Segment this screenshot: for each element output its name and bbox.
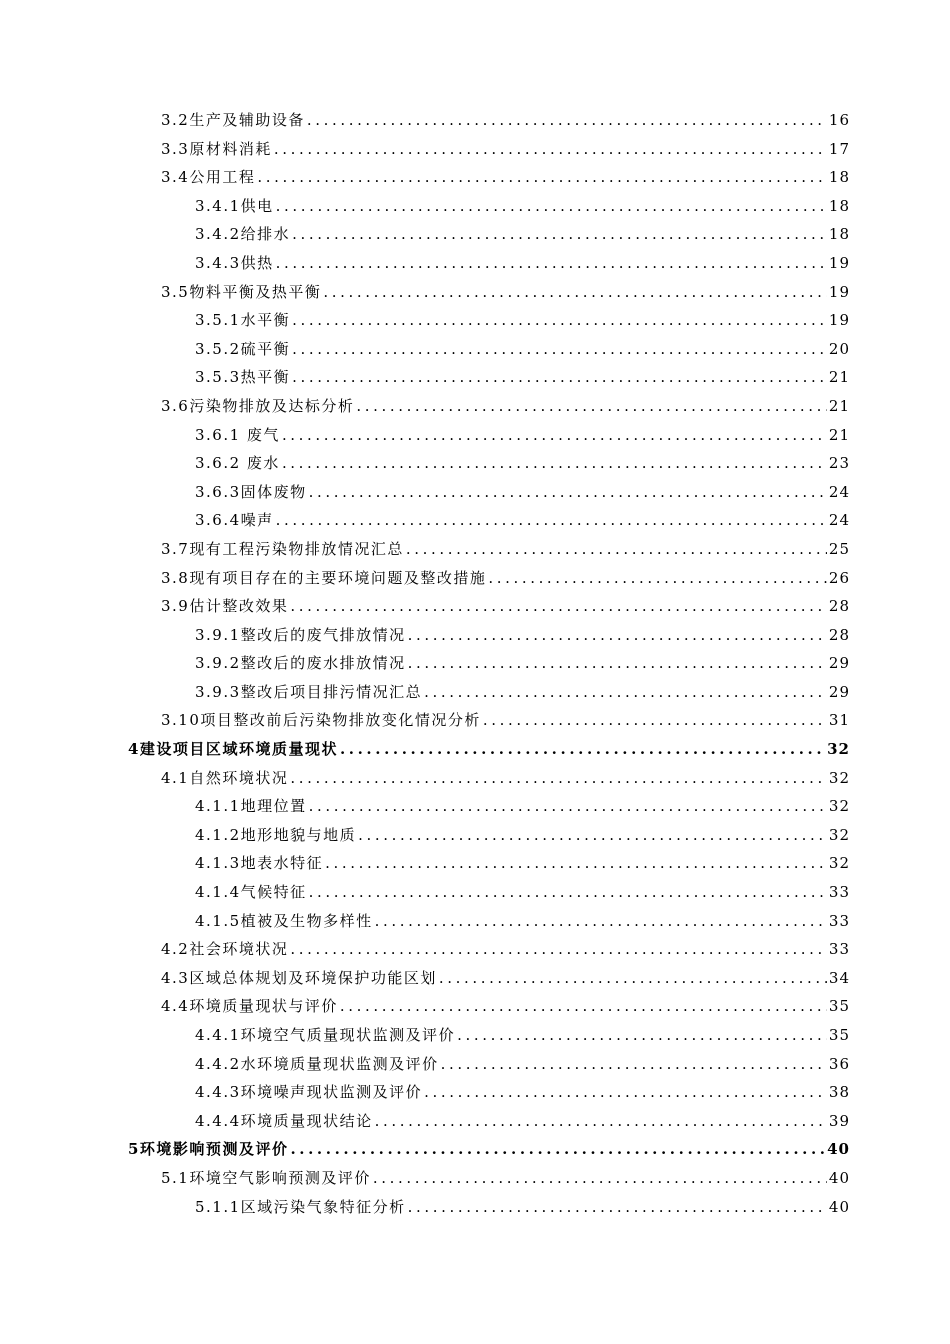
toc-dot-leader bbox=[424, 1083, 827, 1101]
toc-entry-page: 29 bbox=[828, 654, 850, 673]
toc-entry-title: 3.6污染物排放及达标分析 bbox=[161, 396, 355, 415]
toc-dot-leader bbox=[257, 168, 827, 186]
toc-entry[interactable] bbox=[0, 852, 950, 881]
toc-entry-page: 32 bbox=[827, 740, 850, 759]
toc-entry-page: 35 bbox=[828, 997, 850, 1016]
toc-entry-title: 3.4.1供电 bbox=[195, 196, 274, 215]
toc-entry[interactable] bbox=[0, 967, 950, 996]
toc-entry[interactable] bbox=[0, 395, 950, 424]
toc-entry-title: 3.7现有工程污染物排放情况汇总 bbox=[161, 539, 404, 558]
toc-dot-leader bbox=[375, 1112, 827, 1130]
toc-entry-page: 24 bbox=[828, 482, 850, 501]
toc-entry-page: 35 bbox=[828, 1026, 850, 1044]
toc-dot-leader bbox=[358, 826, 827, 844]
toc-entry-page: 32 bbox=[828, 825, 850, 844]
toc-dot-leader bbox=[408, 1198, 827, 1216]
toc-dot-leader bbox=[292, 311, 827, 329]
toc-entry-page: 19 bbox=[828, 311, 850, 330]
toc-entry-page: 32 bbox=[828, 797, 850, 816]
toc-entry-title: 4.4.2水环境质量现状监测及评价 bbox=[195, 1054, 439, 1073]
toc-dot-leader bbox=[340, 740, 825, 758]
toc-dot-leader bbox=[356, 397, 827, 415]
toc-entry[interactable] bbox=[0, 481, 950, 510]
toc-entry[interactable] bbox=[0, 652, 950, 681]
toc-entry-title: 4.4环境质量现状与评价 bbox=[161, 997, 338, 1016]
toc-dot-leader bbox=[408, 626, 827, 644]
toc-entry-title: 5.1环境空气影响预测及评价 bbox=[161, 1168, 371, 1187]
toc-dot-leader bbox=[282, 454, 827, 472]
toc-dot-leader bbox=[309, 797, 827, 815]
toc-entry-page: 33 bbox=[828, 911, 850, 930]
toc-entry[interactable] bbox=[0, 424, 950, 453]
toc-dot-leader bbox=[276, 511, 827, 529]
toc-entry[interactable] bbox=[0, 509, 950, 538]
toc-entry[interactable] bbox=[0, 366, 950, 395]
toc-entry[interactable] bbox=[0, 1167, 950, 1196]
toc-entry-page: 25 bbox=[828, 539, 850, 558]
toc-entry-page: 33 bbox=[828, 883, 850, 902]
toc-entry[interactable] bbox=[0, 709, 950, 738]
toc-dot-leader bbox=[290, 769, 827, 787]
toc-entry-page: 20 bbox=[828, 339, 850, 358]
toc-entry-title: 4.3区域总体规划及环境保护功能区划 bbox=[161, 968, 437, 987]
toc-entry-page: 21 bbox=[828, 368, 850, 387]
toc-entry-page: 40 bbox=[828, 1197, 850, 1216]
toc-entry[interactable] bbox=[0, 281, 950, 310]
toc-entry-page: 19 bbox=[828, 282, 850, 301]
toc-entry-title: 5环境影响预测及评价 bbox=[128, 1140, 289, 1159]
toc-entry-page: 21 bbox=[828, 396, 850, 415]
toc-entry[interactable] bbox=[0, 767, 950, 796]
toc-entry-page: 33 bbox=[828, 940, 850, 959]
toc-entry-title: 3.4.2给排水 bbox=[195, 225, 291, 244]
toc-entry[interactable] bbox=[0, 795, 950, 824]
toc-entry-title: 4.1.4气候特征 bbox=[195, 883, 307, 902]
toc-entry-title: 4.4.4环境质量现状结论 bbox=[195, 1111, 373, 1130]
toc-entry[interactable] bbox=[0, 252, 950, 281]
toc-entry-title: 3.10项目整改前后污染物排放变化情况分析 bbox=[161, 711, 481, 730]
toc-dot-leader bbox=[276, 197, 827, 215]
toc-entry-page: 32 bbox=[828, 768, 850, 787]
toc-entry-title: 3.6.2 废水 bbox=[195, 454, 280, 473]
toc-entry-page: 18 bbox=[828, 168, 850, 187]
toc-entry-page: 17 bbox=[828, 139, 850, 158]
toc-dot-leader bbox=[276, 254, 827, 272]
toc-entry-title: 4.1.2地形地貌与地质 bbox=[195, 825, 357, 844]
toc-entry-title: 4建设项目区域环境质量现状 bbox=[128, 740, 338, 759]
toc-entry-title: 3.9估计整改效果 bbox=[161, 597, 289, 616]
toc-entry-page: 16 bbox=[828, 111, 850, 129]
toc-entry-title: 3.6.3固体废物 bbox=[195, 482, 307, 501]
toc-entry-title: 3.2生产及辅助设备 bbox=[161, 111, 305, 129]
toc-entry[interactable] bbox=[0, 338, 950, 367]
toc-entry-page: 38 bbox=[828, 1083, 850, 1102]
toc-entry[interactable] bbox=[0, 223, 950, 252]
toc-entry-title: 4.1.3地表水特征 bbox=[195, 854, 324, 873]
toc-entry-title: 5.1.1区域污染气象特征分析 bbox=[195, 1197, 406, 1216]
toc-entry[interactable] bbox=[0, 538, 950, 567]
toc-entry[interactable] bbox=[0, 195, 950, 224]
toc-entry-title: 3.5物料平衡及热平衡 bbox=[161, 282, 322, 301]
toc-dot-leader bbox=[441, 1055, 827, 1073]
toc-dot-leader bbox=[274, 140, 827, 158]
toc-dot-leader bbox=[439, 969, 827, 987]
toc-entry[interactable] bbox=[0, 138, 950, 167]
toc-dot-leader bbox=[290, 597, 827, 615]
table-of-contents bbox=[0, 109, 950, 1224]
toc-dot-leader bbox=[290, 1140, 825, 1158]
toc-entry-page: 40 bbox=[827, 1140, 850, 1159]
toc-entry[interactable] bbox=[0, 567, 950, 596]
toc-dot-leader bbox=[290, 940, 827, 958]
toc-dot-leader bbox=[282, 426, 827, 444]
toc-entry[interactable] bbox=[0, 881, 950, 910]
toc-dot-leader bbox=[424, 683, 827, 701]
toc-entry[interactable] bbox=[0, 1110, 950, 1139]
toc-dot-leader bbox=[483, 711, 827, 729]
toc-entry-title: 3.9.1整改后的废气排放情况 bbox=[195, 625, 406, 644]
toc-entry-page: 40 bbox=[828, 1168, 850, 1187]
toc-entry-title: 3.3原材料消耗 bbox=[161, 139, 272, 158]
toc-entry-title: 3.9.2整改后的废水排放情况 bbox=[195, 654, 406, 673]
toc-dot-leader bbox=[408, 654, 827, 672]
toc-entry[interactable] bbox=[0, 595, 950, 624]
toc-entry-page: 28 bbox=[828, 625, 850, 644]
toc-entry-title: 3.6.4噪声 bbox=[195, 511, 274, 530]
toc-entry[interactable] bbox=[0, 109, 950, 138]
toc-dot-leader bbox=[373, 1169, 827, 1187]
toc-entry-title: 3.6.1 废气 bbox=[195, 425, 280, 444]
toc-entry[interactable] bbox=[0, 995, 950, 1024]
toc-entry-page: 26 bbox=[828, 568, 850, 587]
toc-dot-leader bbox=[323, 283, 827, 301]
toc-entry[interactable] bbox=[0, 681, 950, 710]
toc-entry-title: 3.5.3热平衡 bbox=[195, 368, 291, 387]
toc-entry-page: 18 bbox=[828, 225, 850, 244]
toc-dot-leader bbox=[488, 569, 827, 587]
toc-entry-title: 4.1自然环境状况 bbox=[161, 768, 289, 787]
toc-entry-title: 3.8现有项目存在的主要环境问题及整改措施 bbox=[161, 568, 487, 587]
toc-entry[interactable] bbox=[0, 910, 950, 939]
toc-entry-page: 21 bbox=[828, 425, 850, 444]
toc-entry-title: 3.9.3整改后项目排污情况汇总 bbox=[195, 682, 423, 701]
toc-entry-page: 24 bbox=[828, 511, 850, 530]
toc-entry-page: 39 bbox=[828, 1111, 850, 1130]
toc-entry-title: 4.1.5植被及生物多样性 bbox=[195, 911, 373, 930]
toc-entry-title: 4.1.1地理位置 bbox=[195, 797, 307, 816]
toc-dot-leader bbox=[375, 912, 827, 930]
toc-entry-page: 31 bbox=[828, 711, 850, 730]
toc-dot-leader bbox=[309, 883, 827, 901]
toc-entry[interactable] bbox=[0, 624, 950, 653]
toc-entry-title: 3.4公用工程 bbox=[161, 168, 256, 187]
toc-dot-leader bbox=[325, 854, 827, 872]
toc-entry-title: 3.5.2硫平衡 bbox=[195, 339, 291, 358]
toc-entry-page: 28 bbox=[828, 597, 850, 616]
toc-entry-page: 19 bbox=[828, 253, 850, 272]
toc-entry[interactable] bbox=[0, 1053, 950, 1082]
toc-entry[interactable] bbox=[0, 166, 950, 195]
toc-dot-leader bbox=[292, 368, 827, 386]
toc-dot-leader bbox=[292, 340, 827, 358]
toc-entry-title: 4.2社会环境状况 bbox=[161, 940, 289, 959]
toc-entry[interactable] bbox=[0, 938, 950, 967]
toc-dot-leader bbox=[406, 540, 827, 558]
toc-entry-title: 4.4.3环境噪声现状监测及评价 bbox=[195, 1083, 423, 1102]
toc-dot-leader bbox=[457, 1026, 827, 1044]
toc-entry-page: 29 bbox=[828, 682, 850, 701]
toc-entry-page: 23 bbox=[828, 454, 850, 473]
toc-chapter-entry[interactable] bbox=[0, 738, 950, 767]
toc-entry-page: 36 bbox=[828, 1054, 850, 1073]
toc-entry-page: 32 bbox=[828, 854, 850, 873]
toc-dot-leader bbox=[340, 997, 827, 1015]
toc-entry[interactable] bbox=[0, 452, 950, 481]
toc-entry-title: 3.4.3供热 bbox=[195, 253, 274, 272]
toc-entry[interactable] bbox=[0, 1024, 950, 1053]
toc-entry-page: 34 bbox=[828, 968, 850, 987]
toc-entry-page: 18 bbox=[828, 196, 850, 215]
toc-entry[interactable] bbox=[0, 1081, 950, 1110]
toc-entry-title: 4.4.1环境空气质量现状监测及评价 bbox=[195, 1026, 456, 1044]
toc-dot-leader bbox=[292, 225, 827, 243]
toc-entry[interactable] bbox=[0, 824, 950, 853]
toc-entry[interactable] bbox=[0, 1196, 950, 1225]
toc-chapter-entry[interactable] bbox=[0, 1138, 950, 1167]
toc-entry[interactable] bbox=[0, 309, 950, 338]
toc-entry-title: 3.5.1水平衡 bbox=[195, 311, 291, 330]
toc-dot-leader bbox=[309, 483, 827, 501]
toc-dot-leader bbox=[307, 111, 827, 129]
